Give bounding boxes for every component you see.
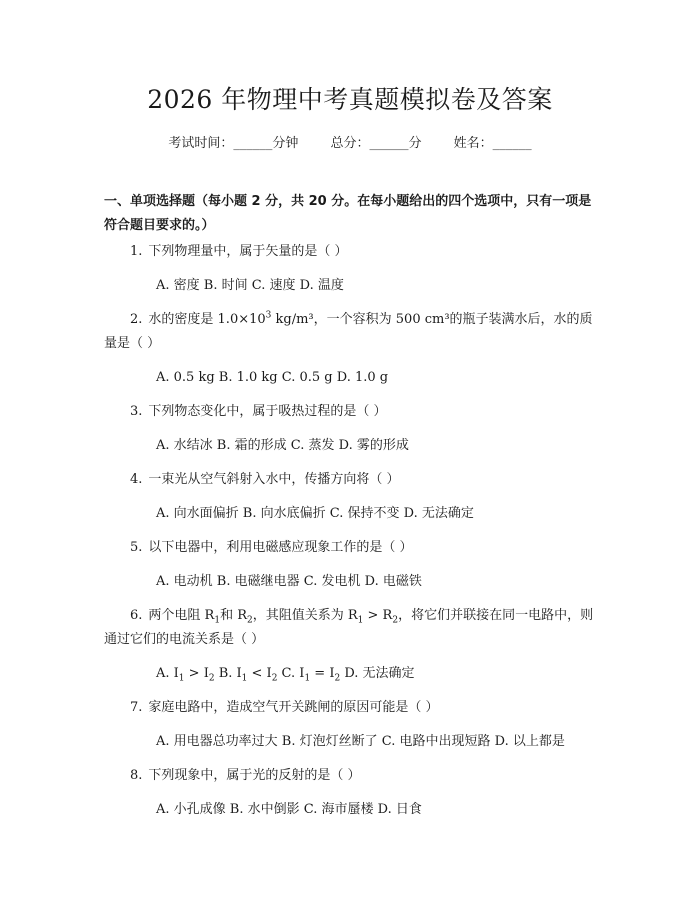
question-8-options: A. 小孔成像 B. 水中倒影 C. 海市蜃楼 D. 日食	[156, 802, 422, 817]
exam-score: 总分：______分	[330, 136, 422, 151]
subscript: 2	[334, 673, 341, 684]
question-number: 2.	[130, 312, 143, 327]
option-part: > I	[184, 666, 209, 681]
question-stem: 家庭电路中，造成空气开关跳闸的原因可能是（ ）	[148, 700, 439, 715]
subscript: 1	[178, 673, 185, 684]
question-stem: 下列物态变化中，属于吸热过程的是（ ）	[148, 404, 387, 419]
question-number: 8.	[130, 768, 143, 783]
question-5-options: A. 电动机 B. 电磁继电器 C. 发电机 D. 电磁铁	[156, 574, 422, 589]
option-part: C. I	[277, 666, 305, 681]
question-stem-part: 和 R	[220, 608, 247, 623]
question-6-options	[104, 662, 596, 686]
subscript: 1	[304, 673, 311, 684]
question-number: 1.	[130, 244, 143, 259]
question-number: 3.	[130, 404, 143, 419]
question-3-options: A. 水结冰 B. 霜的形成 C. 蒸发 D. 雾的形成	[156, 438, 409, 453]
question-1-options: A. 密度 B. 时间 C. 速度 D. 温度	[156, 278, 344, 293]
question-2-options: A. 0.5 kg B. 1.0 kg C. 0.5 g D. 1.0 g	[156, 370, 389, 385]
question-stem-part: ，将它们并联接在同一电路中，则通过它们的电流关系是（ ）	[104, 608, 594, 647]
question-3	[104, 400, 596, 424]
question-7	[104, 696, 596, 720]
exam-name: 姓名：______	[453, 136, 532, 151]
question-8	[104, 764, 596, 788]
subscript: 1	[214, 615, 221, 626]
exam-time: 考试时间：______分钟	[168, 136, 299, 151]
subscript: 2	[392, 615, 399, 626]
option-part: A. I	[156, 666, 179, 681]
exam-meta	[0, 132, 700, 151]
question-5	[104, 536, 596, 560]
question-4	[104, 468, 596, 492]
question-2	[104, 308, 596, 356]
option-part: D. 无法确定	[340, 666, 415, 681]
question-stem-part: > R	[363, 608, 393, 623]
subscript: 2	[208, 673, 215, 684]
question-stem-part: kg/m³，一个容积为 500 cm³的瓶子装满水后，水的质量是（ ）	[104, 312, 593, 351]
question-stem-part: 水的密度是 1.0×10	[148, 312, 266, 327]
question-6	[104, 604, 596, 652]
subscript: 1	[357, 615, 364, 626]
question-stem: 一束光从空气斜射入水中，传播方向将（ ）	[148, 472, 400, 487]
question-7-options: A. 用电器总功率过大 B. 灯泡灯丝断了 C. 电路中出现短路 D. 以上都是	[156, 734, 565, 749]
question-stem: 以下电器中，利用电磁感应现象工作的是（ ）	[148, 540, 413, 555]
question-stem-part: ，其阻值关系为 R	[252, 608, 358, 623]
question-1	[104, 240, 596, 264]
question-4-options: A. 向水面偏折 B. 向水底偏折 C. 保持不变 D. 无法确定	[156, 506, 474, 521]
option-part: < I	[247, 666, 272, 681]
exam-title: 2026 年物理中考真题模拟卷及答案	[147, 85, 553, 114]
subscript: 1	[241, 673, 248, 684]
option-part: = I	[310, 666, 335, 681]
question-stem: 下列物理量中，属于矢量的是（ ）	[148, 244, 348, 259]
question-list	[104, 240, 596, 832]
subscript: 2	[246, 615, 253, 626]
question-stem: 下列现象中，属于光的反射的是（ ）	[148, 768, 361, 783]
section-heading: 一、单项选择题（每小题 2 分，共 20 分。在每小题给出的四个选项中，只有一项是符合题目要求的。）	[104, 194, 592, 233]
question-stem-part: 两个电阻 R	[148, 608, 215, 623]
question-number: 5.	[130, 540, 143, 555]
question-number: 4.	[130, 472, 143, 487]
question-number: 7.	[130, 700, 143, 715]
superscript: 3	[265, 310, 272, 321]
option-part: B. I	[214, 666, 242, 681]
subscript: 2	[271, 673, 278, 684]
question-number: 6.	[130, 608, 143, 623]
